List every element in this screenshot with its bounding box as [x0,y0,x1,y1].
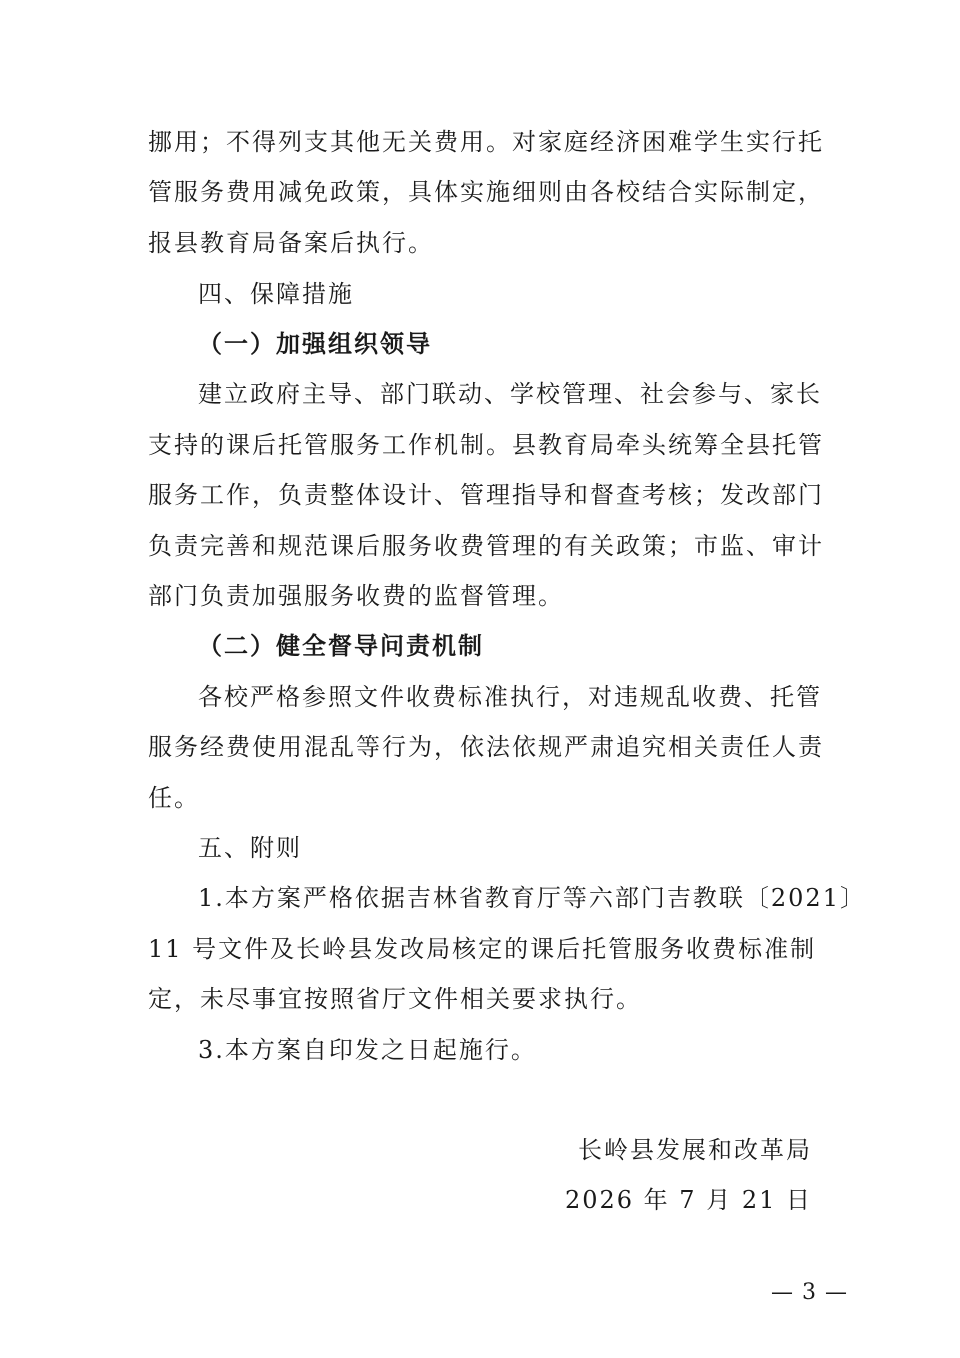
body-line: 管服务费用减免政策，具体实施细则由各校结合实际制定， [148,178,824,206]
page-number: — 3 — [771,1280,848,1305]
section-heading: 四、保障措施 [198,280,354,308]
body-line: 定，未尽事宜按照省厅文件相关要求执行。 [148,985,642,1013]
body-line: 服务工作，负责整体设计、管理指导和督查考核；发改部门 [148,481,824,509]
paragraph-first-line: 各校严格参照文件收费标准执行，对违规乱收费、托管 [198,683,822,711]
subsection-heading: （二）健全督导问责机制 [198,632,484,660]
body-line: 挪用；不得列支其他无关费用。对家庭经济困难学生实行托 [148,128,824,156]
subsection-heading: （一）加强组织领导 [198,330,432,358]
body-line: 负责完善和规范课后服务收费管理的有关政策；市监、审计 [148,532,824,560]
signature-date: 2026 年 7 月 21 日 [564,1186,812,1214]
body-line: 任。 [148,784,200,812]
signature-org: 长岭县发展和改革局 [578,1136,812,1164]
body-line: 部门负责加强服务收费的监督管理。 [148,582,564,610]
body-line: 报县教育局备案后执行。 [148,229,434,257]
section-heading: 五、附则 [198,834,302,862]
body-line: 服务经费使用混乱等行为，依法依规严肃追究相关责任人责 [148,733,824,761]
paragraph-first-line: 1.本方案严格依据吉林省教育厅等六部门吉教联〔2021〕 [198,884,866,912]
body-line: 支持的课后托管服务工作机制。县教育局牵头统筹全县托管 [148,431,824,459]
paragraph-first-line: 建立政府主导、部门联动、学校管理、社会参与、家长 [198,380,822,408]
body-line: 11 号文件及长岭县发改局核定的课后托管服务收费标准制 [148,935,817,963]
paragraph-first-line: 3.本方案自印发之日起施行。 [198,1036,537,1064]
